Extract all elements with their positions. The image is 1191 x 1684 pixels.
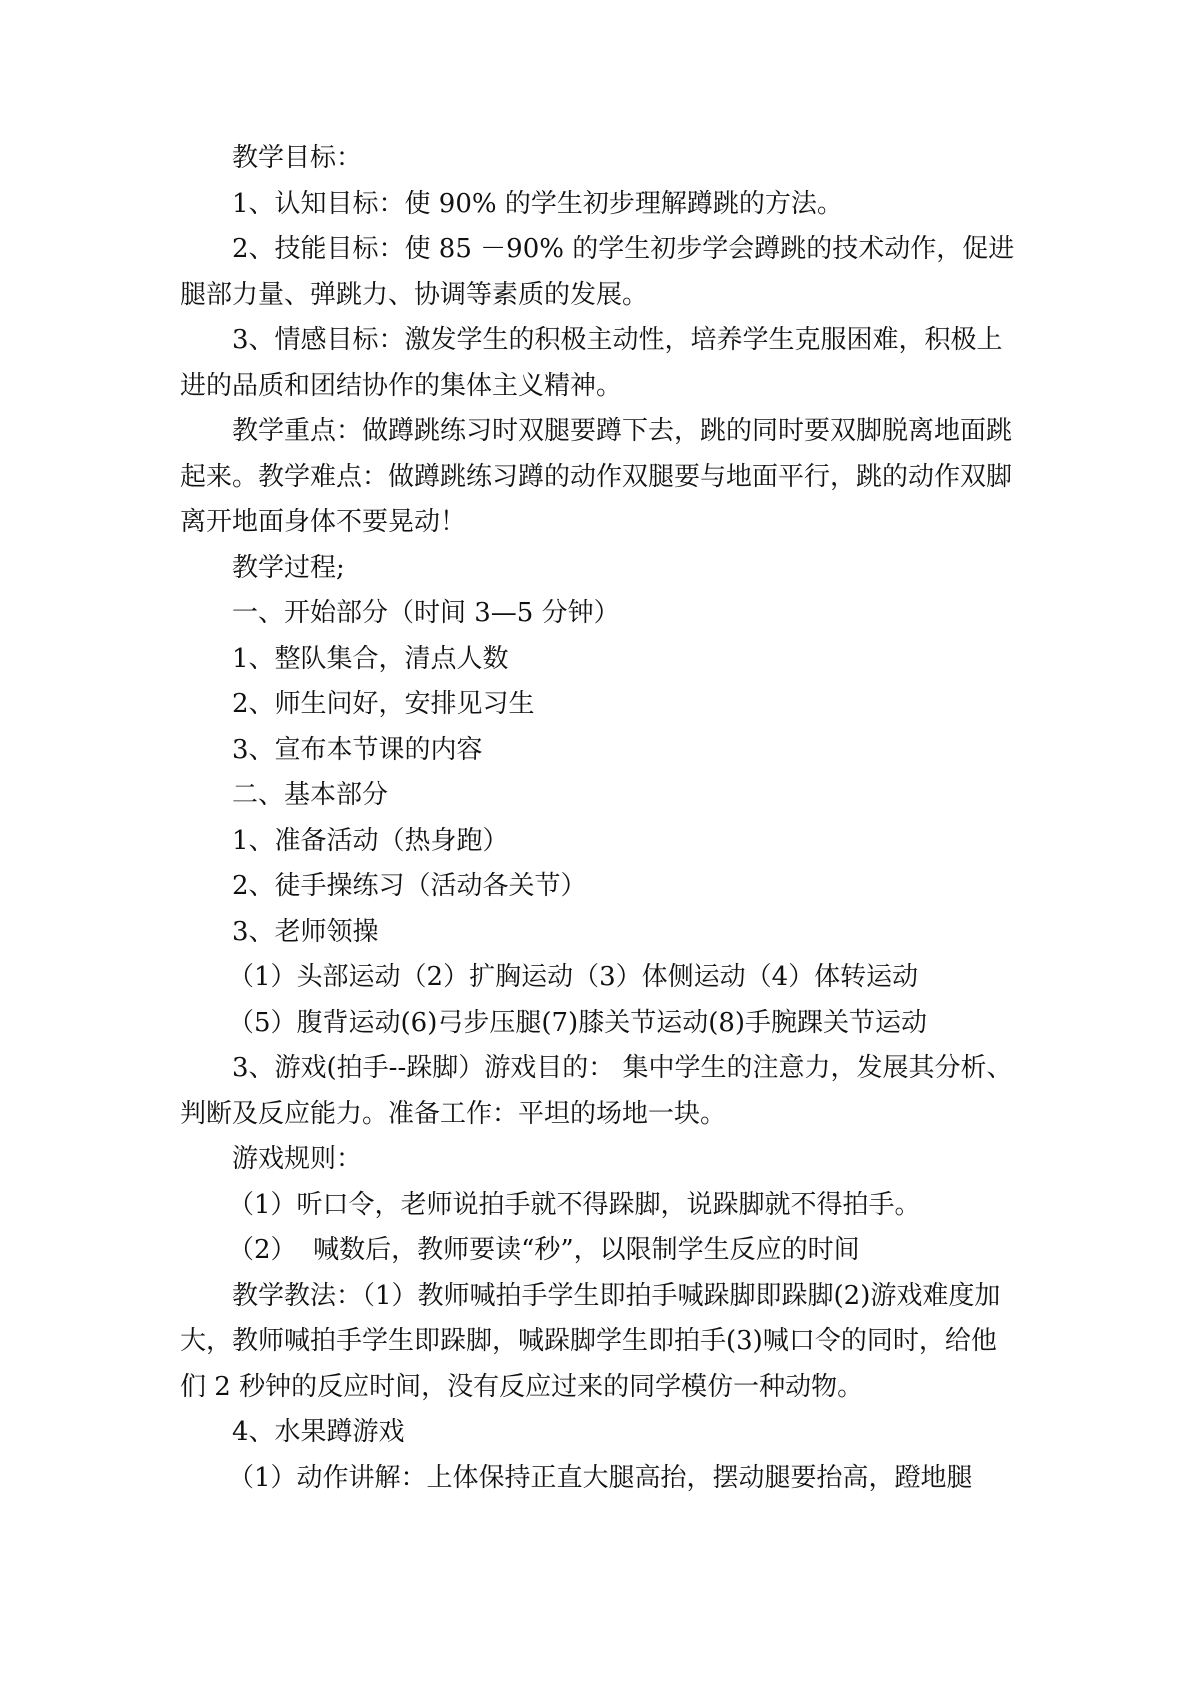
paragraph-game-purpose: 3、游戏(拍手--跺脚）游戏目的： 集中学生的注意力，发展其分析、判断及反应能力。准备工作：平坦的场地一块。 [180, 1053, 1013, 1129]
paragraph-list-item: 2、师生问好，安排见习生 [232, 689, 535, 719]
paragraph-list-item: 2、徒手操练习（活动各关节） [232, 871, 587, 901]
paragraph-list-item: 3、老师领操 [232, 916, 379, 947]
paragraph-teaching-process-heading: 教学过程; [232, 552, 345, 583]
paragraph-fruit-squat-game: 4、水果蹲游戏 [232, 1417, 405, 1447]
paragraph-list-item: 1、整队集合，清点人数 [232, 643, 509, 674]
paragraph-part-two-heading: 二、基本部分 [232, 780, 389, 810]
paragraph-exercise-list: （1）头部运动（2）扩胸运动（3）体侧运动（4）体转运动 [228, 962, 919, 992]
paragraph-teaching-goals-heading: 教学目标： [232, 143, 363, 173]
document-body [180, 136, 1020, 1501]
paragraph-emotional-goal: 3、情感目标：激发学生的积极主动性，培养学生克服困难，积极上进的品质和团结协作的集体主义精神。 [180, 325, 1003, 401]
paragraph-action-explanation: （1）动作讲解：上体保持正直大腿高抬，摆动腿要抬高，蹬地腿 [228, 1462, 973, 1493]
paragraph-game-rule: （2） 喊数后，教师要读“秒”，以限制学生反应的时间 [228, 1235, 860, 1265]
paragraph-key-difficult-points: 教学重点：做蹲跳练习时双腿要蹲下去，跳的同时要双脚脱离地面跳起来。教学难点：做蹲跳练习蹲的动作双腿要与地面平行，跳的动作双脚离开地面身体不要晃动！ [180, 416, 1013, 537]
paragraph-list-item: 3、宣布本节课的内容 [232, 734, 483, 765]
paragraph-exercise-list: （5）腹背运动(6)弓步压腿(7)膝关节运动(8)手腕踝关节运动 [228, 1007, 928, 1038]
paragraph-cognitive-goal: 1、认知目标：使 90% 的学生初步理解蹲跳的方法。 [232, 188, 843, 219]
paragraph-game-rules-heading: 游戏规则： [232, 1144, 363, 1174]
paragraph-part-one-heading: 一、开始部分（时间 3—5 分钟） [232, 598, 620, 628]
paragraph-skill-goal: 2、技能目标：使 85 －90% 的学生初步学会蹲跳的技术动作，促进腿部力量、弹跳力、协调等素质的发展。 [180, 234, 1015, 310]
paragraph-list-item: 1、准备活动（热身跑） [232, 825, 509, 856]
paragraph-game-rule: （1）听口令，老师说拍手就不得跺脚，说跺脚就不得拍手。 [228, 1189, 921, 1220]
paragraph-teaching-methods: 教学教法：（1）教师喊拍手学生即拍手喊跺脚即跺脚(2)游戏难度加大，教师喊拍手学生即跺脚，喊跺脚学生即拍手(3)喊口令的同时，给他们 2 秒钟的反应时间，没有反应过来的同学模仿一种动物。 [180, 1280, 1001, 1402]
